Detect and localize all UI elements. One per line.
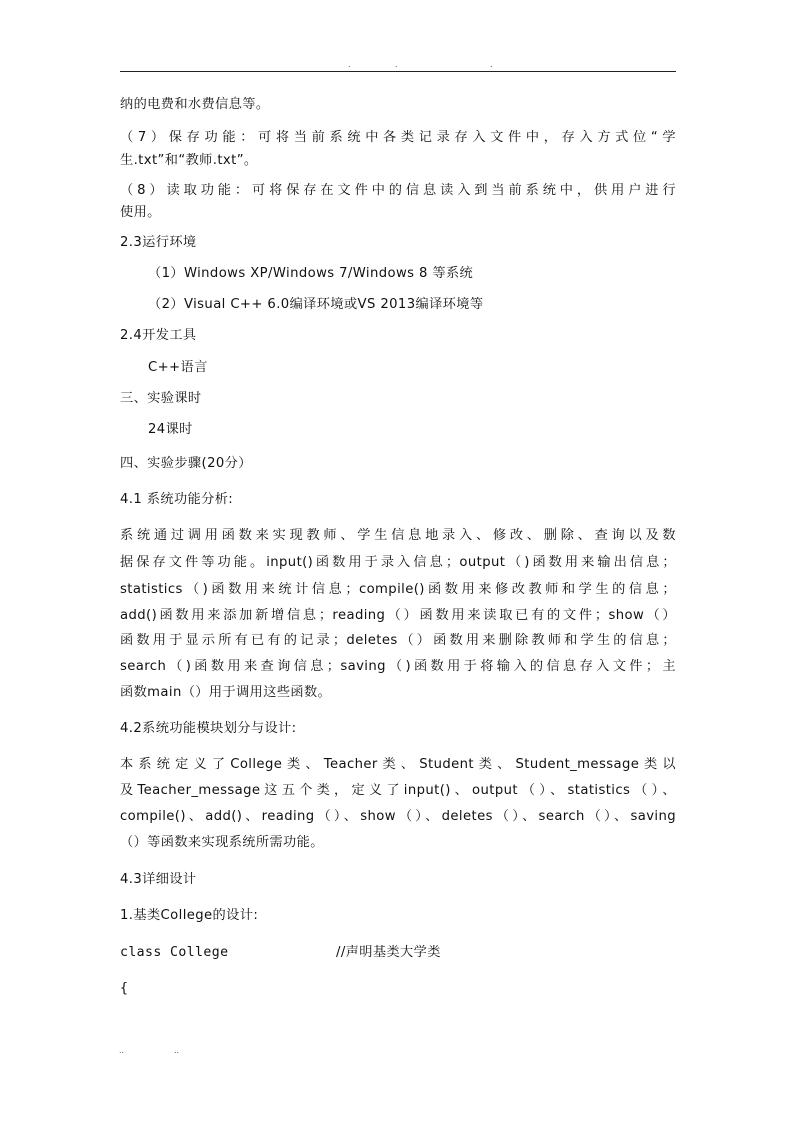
text-line: C++语言 (148, 360, 208, 375)
section-heading: 4.2系统功能模块划分与设计: (120, 721, 297, 736)
paragraph-line: add()函数用来添加新增信息；reading（）函数用来读取已有的文件；show（） (120, 608, 676, 623)
footer-marks (119, 1046, 189, 1056)
text-line: 24课时 (148, 422, 193, 437)
footer-dot: .. (174, 1046, 180, 1055)
paragraph-line: 据保存文件等功能。input()函数用于录入信息；output（)函数用来输出信息； (120, 555, 676, 570)
header-dot: . (348, 60, 351, 69)
header-marks (340, 60, 500, 70)
text-line: 纳的电费和水费信息等。 (120, 97, 270, 112)
paragraph-line: 函数main（）用于调用这些函数。 (120, 685, 332, 700)
header-dot: . (490, 60, 493, 69)
paragraph-line: 系统通过调用函数来实现教师、学生信息地录入、修改、删除、查询以及数 (120, 528, 676, 543)
text-line: （1）Windows XP/Windows 7/Windows 8 等系统 (148, 266, 474, 281)
paragraph-line: 本系统定义了College类、Teacher类、Student类、Student_message类以 (120, 757, 676, 772)
header-rule (120, 71, 676, 72)
text-line: 使用。 (120, 205, 161, 220)
paragraph-line: 函数用于显示所有已有的记录；deletes（）函数用来删除教师和学生的信息； (120, 633, 676, 648)
section-heading: 4.3详细设计 (120, 872, 197, 887)
code-line: { (120, 981, 129, 996)
footer-dot: .. (119, 1046, 125, 1055)
section-heading: 4.1 系统功能分析: (120, 492, 234, 507)
paragraph-line: 及Teacher_message这五个类，定义了input()、output（）、statistics（）、 (120, 783, 676, 798)
section-heading: 三、实验课时 (120, 391, 202, 406)
text-line: （2）Visual C++ 6.0编译环境或VS 2013编译环境等 (148, 297, 484, 312)
text-line: （7）保存功能：可将当前系统中各类记录存入文件中，存入方式位“学 (120, 130, 676, 145)
section-heading: 1.基类College的设计: (120, 908, 259, 923)
header-dot: . (395, 60, 398, 69)
section-heading: 2.3运行环境 (120, 235, 197, 250)
paragraph-line: statistics（)函数用来统计信息；compile()函数用来修改教师和学生的信息； (120, 582, 676, 597)
text-line: 生.txt”和“教师.txt”。 (120, 153, 258, 168)
code-comment: //声明基类大学类 (336, 945, 441, 960)
paragraph-line: （）等函数来实现系统所需功能。 (120, 835, 324, 850)
paragraph-line: search（)函数用来查询信息；saving（)函数用于将输入的信息存入文件；主 (120, 659, 676, 674)
section-heading: 四、实验步骤(20分） (120, 456, 252, 471)
section-heading: 2.4开发工具 (120, 328, 197, 343)
paragraph-line: compile()、add()、reading（）、show（）、deletes（）、search（）、saving (120, 809, 676, 824)
code-line: class College (120, 945, 229, 960)
text-line: （8）读取功能：可将保存在文件中的信息读入到当前系统中，供用户进行 (120, 183, 676, 198)
